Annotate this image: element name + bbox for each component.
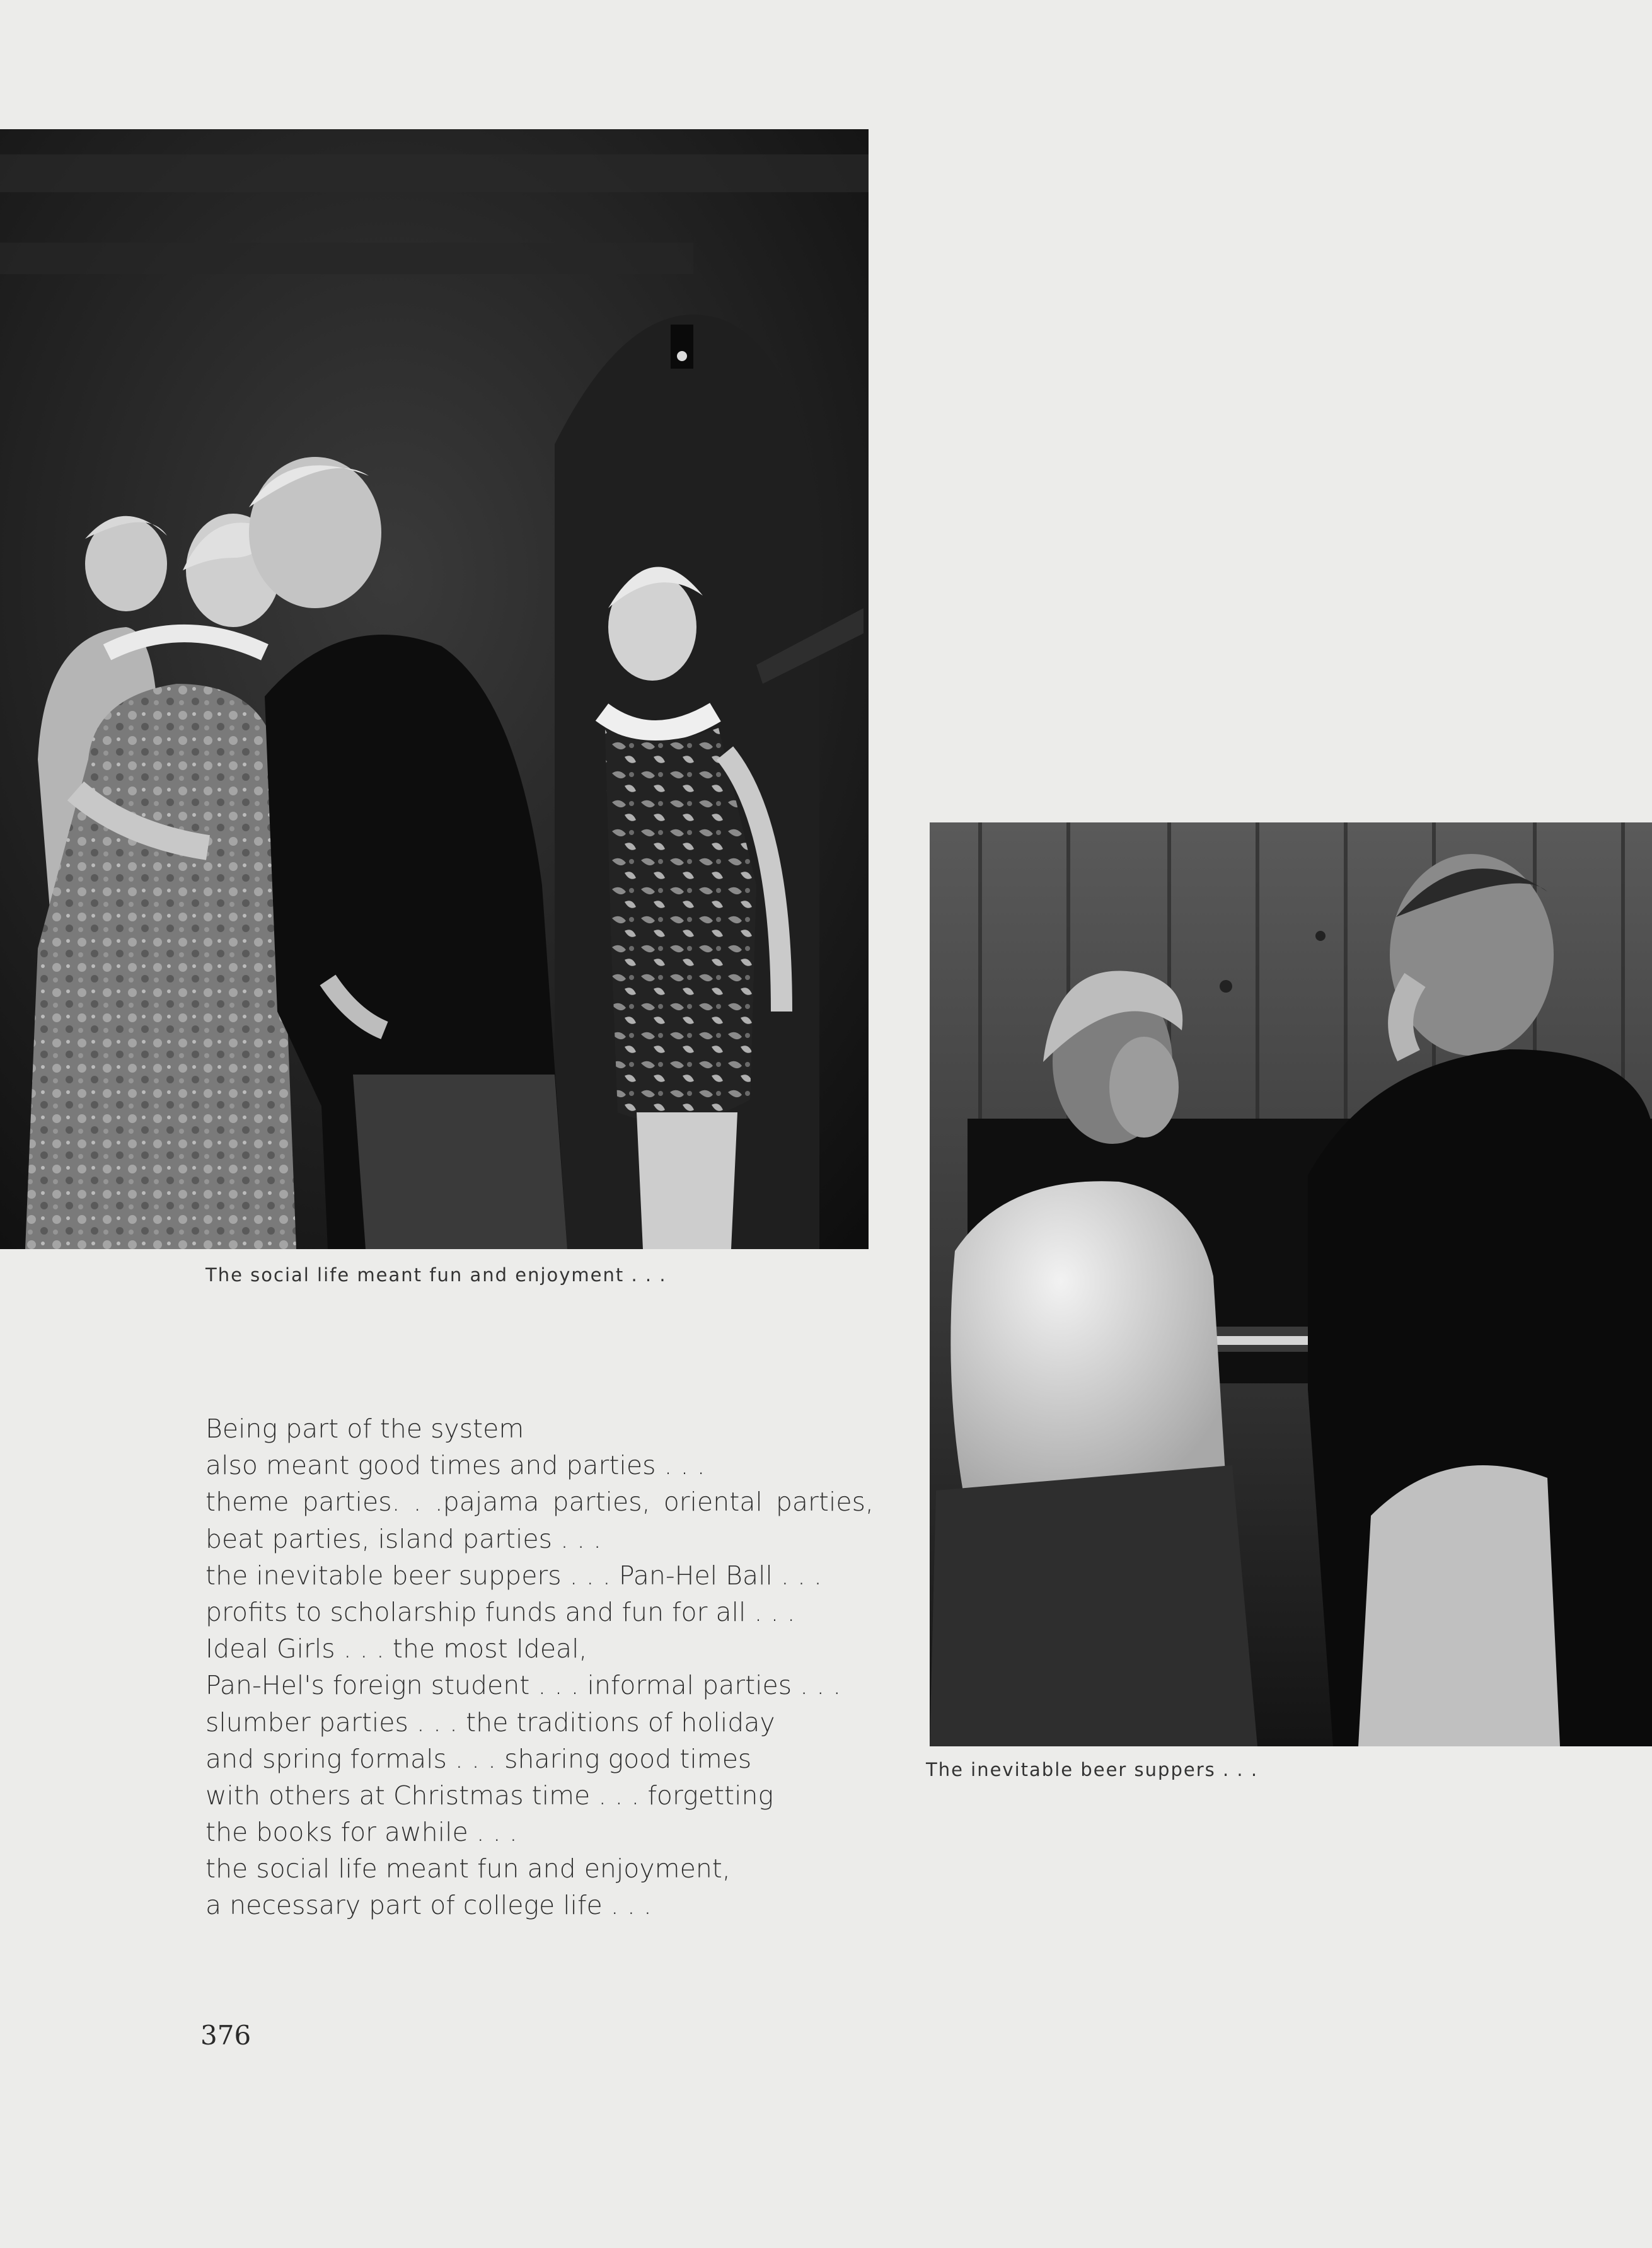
page-number: 376	[200, 2020, 251, 2051]
social-party-caption: The social life meant fun and enjoyment . . .	[205, 1264, 667, 1286]
body-text-line: slumber parties . . . the traditions of holiday	[205, 1707, 775, 1738]
body-text-line: Being part of the system	[205, 1414, 524, 1444]
body-text-line: also meant good times and parties . . .	[205, 1450, 705, 1481]
body-text-line: and spring formals . . . sharing good times	[205, 1743, 752, 1774]
body-text-line: the social life meant fun and enjoyment,	[205, 1853, 731, 1884]
body-text-line: the books for awhile . . .	[205, 1817, 517, 1848]
piano-photo-image	[930, 822, 1652, 1746]
body-text-line: Ideal Girls . . . the most Ideal,	[205, 1634, 587, 1664]
piano-photo	[930, 822, 1652, 1746]
body-text-line: a necessary part of college life . . .	[205, 1890, 652, 1921]
social-party-photo	[0, 129, 869, 1249]
piano-caption: The inevitable beer suppers . . .	[926, 1759, 1259, 1780]
body-text-line: beat parties, island parties . . .	[205, 1523, 602, 1554]
body-text-line: Pan-Hel's foreign student . . . informal parties . . .	[205, 1670, 841, 1701]
body-text-line: profits to scholarship funds and fun for all . . .	[205, 1596, 795, 1627]
body-text-line: the inevitable beer suppers . . . Pan-Hel Ball . . .	[205, 1560, 823, 1591]
body-text	[205, 1410, 874, 1924]
social-party-photo-image	[0, 129, 869, 1249]
body-text-line: with others at Christmas time . . . forgetting	[205, 1780, 774, 1811]
body-text-line: theme parties. . .pajama parties, oriental parties,	[205, 1487, 874, 1518]
